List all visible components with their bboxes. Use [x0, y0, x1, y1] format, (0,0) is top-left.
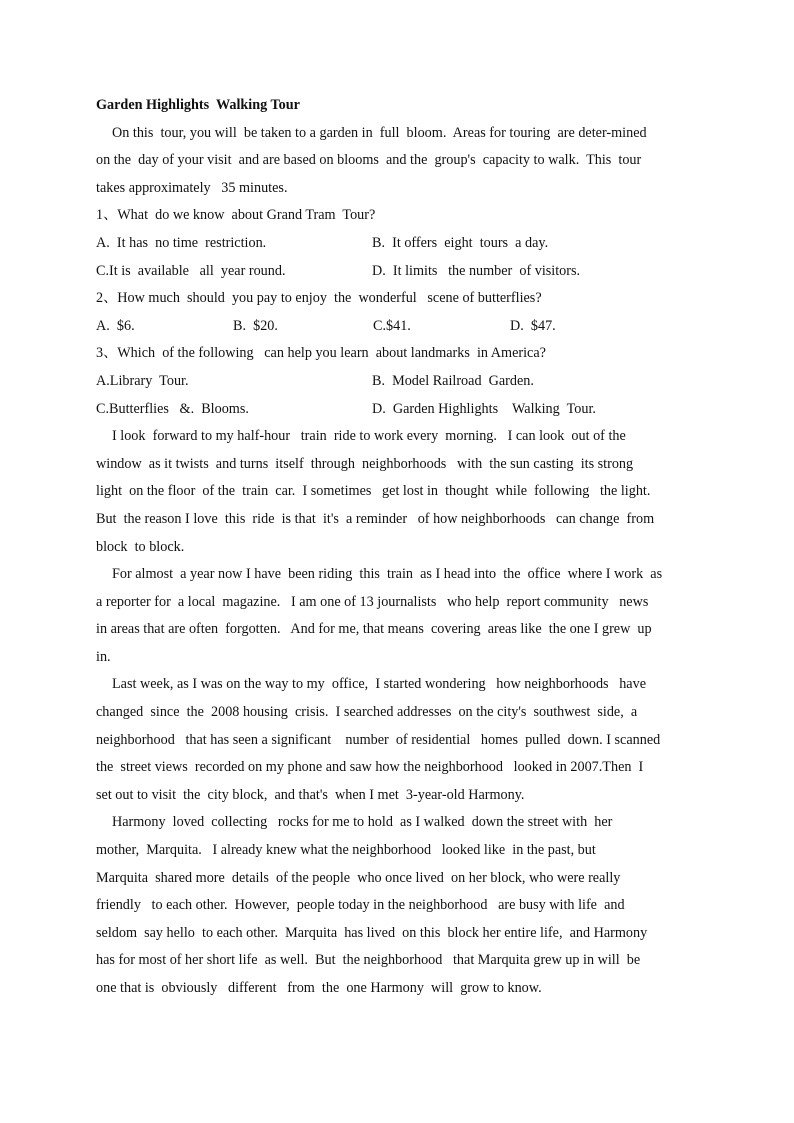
passage-line: I look forward to my half-hour train ride to work every morning. I can look out of the [112, 428, 626, 445]
intro-line: On this tour, you will be taken to a garden in full bloom. Areas for touring are deter-mined [112, 124, 647, 141]
question-stem: 3、Which of the following can help you learn about landmarks in America? [96, 345, 546, 362]
option-b: B. It offers eight tours a day. [372, 234, 549, 251]
intro-line: on the day of your visit and are based on blooms and the group's capacity to walk. This tour [96, 152, 642, 169]
option-row [96, 258, 700, 286]
option-c: C.Butterflies &. Blooms. [96, 400, 249, 417]
option-d: D. $47. [510, 317, 556, 334]
option-c: C.$41. [373, 317, 411, 334]
document-title: Garden Highlights Walking Tour [96, 97, 300, 113]
passage-line: friendly to each other. However, people today in the neighborhood are busy with life and [96, 897, 625, 914]
option-row [96, 230, 700, 258]
question-stem: 2、How much should you pay to enjoy the wonderful scene of butterflies? [96, 290, 542, 307]
passage-line: Marquita shared more details of the people who once lived on her block, who were really [96, 869, 621, 886]
passage-line: in. [96, 648, 111, 665]
option-b: B. $20. [233, 317, 278, 334]
passage-line: changed since the 2008 housing crisis. I searched addresses on the city's southwest side, a [96, 704, 638, 721]
document-page [96, 92, 700, 1003]
passage-line: a reporter for a local magazine. I am one of 13 journalists who help report community news [96, 593, 649, 610]
passage-line: window as it twists and turns itself through neighborhoods with the sun casting its strong [96, 455, 634, 472]
option-b: B. Model Railroad Garden. [372, 372, 534, 389]
option-a: A. $6. [96, 317, 135, 334]
passage-line: the street views recorded on my phone and saw how the neighborhood looked in 2007.Then I [96, 759, 644, 776]
passage-line: set out to visit the city block, and that's when I met 3-year-old Harmony. [96, 786, 525, 803]
option-d: D. Garden Highlights Walking Tour. [372, 400, 596, 417]
option-a: A.Library Tour. [96, 372, 189, 389]
passage-line: For almost a year now I have been riding this train as I head into the office where I work as [112, 566, 663, 583]
option-row [96, 368, 700, 396]
passage-line: Harmony loved collecting rocks for me to hold as I walked down the street with her [112, 814, 613, 831]
option-row [96, 313, 700, 341]
option-c: C.It is available all year round. [96, 262, 286, 279]
passage-line: Last week, as I was on the way to my office, I started wondering how neighborhoods have [112, 676, 646, 693]
passage-line: light on the floor of the train car. I sometimes get lost in thought while following the light. [96, 483, 651, 500]
passage-line: one that is obviously different from the one Harmony will grow to know. [96, 980, 542, 996]
passage-line: block to block. [96, 538, 185, 555]
passage-line: But the reason I love this ride is that it's a reminder of how neighborhoods can change from [96, 510, 655, 527]
passage-line: mother, Marquita. I already knew what the neighborhood looked like in the past, but [96, 842, 596, 859]
question-stem: 1、What do we know about Grand Tram Tour? [96, 207, 376, 224]
passage-line: in areas that are often forgotten. And for me, that means covering areas like the one I grew up [96, 621, 652, 638]
passage-line: neighborhood that has seen a significant number of residential homes pulled down. I scanned [96, 731, 661, 748]
option-d: D. It limits the number of visitors. [372, 262, 581, 279]
option-a: A. It has no time restriction. [96, 234, 267, 251]
option-row [96, 396, 700, 424]
intro-line: takes approximately 35 minutes. [96, 179, 288, 196]
passage-line: has for most of her short life as well. But the neighborhood that Marquita grew up in will be [96, 952, 641, 969]
passage-line: seldom say hello to each other. Marquita has lived on this block her entire life, and Harmony [96, 924, 648, 941]
